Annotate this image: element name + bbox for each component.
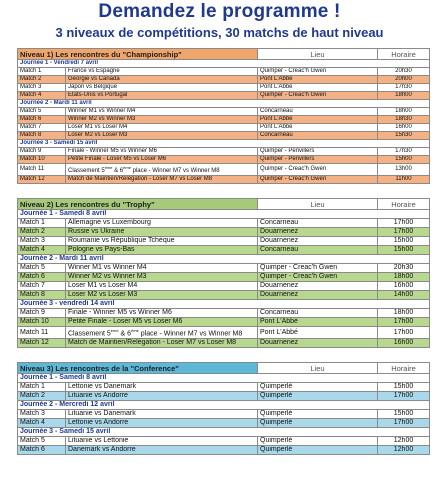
section-title: Niveau 1) Les rencontres du "Championship" (18, 49, 258, 60)
match-number: Match 11 (18, 327, 66, 339)
match-row (18, 124, 430, 132)
match-number: Match 3 (18, 237, 66, 246)
match-teams: Match de Maintien/Relégation - Loser M7 vs Loser M8 (66, 176, 258, 184)
table-header (18, 363, 430, 374)
column-lieu: Lieu (258, 49, 378, 60)
match-row (18, 246, 430, 255)
match-time: 15h00 (378, 410, 430, 419)
match-venue: Pont L'Abbé (258, 124, 378, 132)
match-venue: Concarneau (258, 219, 378, 228)
match-row (18, 116, 430, 124)
match-venue: Quimperlé (258, 419, 378, 428)
match-time: 14h00 (378, 291, 430, 300)
teams-text: place - Winner M7 vs Winner M8 (130, 168, 220, 174)
day-row (18, 210, 430, 219)
match-teams: Winner M1 vs Winner M4 (66, 264, 258, 273)
day-row (18, 255, 430, 264)
match-teams: Danemark vs Andorre (66, 446, 258, 455)
section-conference (17, 362, 429, 455)
match-venue: Pont L'Abbé (258, 318, 378, 327)
match-number: Match 11 (18, 164, 66, 176)
match-teams: Allemagne vs Luxembourg (66, 219, 258, 228)
match-number: Match 10 (18, 156, 66, 164)
match-number: Match 1 (18, 219, 66, 228)
match-time: 16h00 (378, 282, 430, 291)
match-number: Match 7 (18, 282, 66, 291)
match-row (18, 84, 430, 92)
competition-sections (0, 48, 439, 455)
match-row (18, 92, 430, 100)
match-time: 18h00 (378, 273, 430, 282)
match-row (18, 76, 430, 84)
match-venue: Quimper - Penvillers (258, 156, 378, 164)
match-venue: Pont L'Abbé (258, 76, 378, 84)
match-time: 15h00 (378, 246, 430, 255)
day-row (18, 140, 430, 148)
day-label: Journée 1 - Samedi 8 avril (18, 210, 430, 219)
column-horaire: Horaire (378, 49, 430, 60)
match-teams: Loser M2 vs Loser M3 (66, 291, 258, 300)
match-venue: Douarnenez (258, 237, 378, 246)
day-label: Journée 1 - Samedi 8 avril (18, 374, 430, 383)
match-teams: Lituanie vs Andorre (66, 392, 258, 401)
table-header (18, 199, 430, 210)
match-number: Match 6 (18, 273, 66, 282)
day-row (18, 100, 430, 108)
match-row (18, 437, 430, 446)
match-teams: Roumanie vs République Tchèque (66, 237, 258, 246)
schedule-table (17, 48, 430, 184)
match-venue: Quimper - Creac'h Gwen (258, 92, 378, 100)
match-venue: Pont L'Abbé (258, 84, 378, 92)
match-number: Match 9 (18, 148, 66, 156)
match-time: 18h00 (378, 92, 430, 100)
teams-text: & 6 (112, 168, 124, 174)
schedule-table (17, 198, 430, 348)
day-row (18, 300, 430, 309)
match-venue: Douarnenez (258, 282, 378, 291)
day-row (18, 401, 430, 410)
match-venue: Quimperlé (258, 383, 378, 392)
match-time: 18h30 (378, 116, 430, 124)
day-label: Journée 3 - vendredi 14 avril (18, 300, 430, 309)
match-row (18, 327, 430, 339)
match-number: Match 5 (18, 108, 66, 116)
section-title: Niveau 2) Les rencontres du "Trophy" (18, 199, 258, 210)
column-horaire: Horaire (378, 199, 430, 210)
match-row (18, 291, 430, 300)
match-row (18, 339, 430, 348)
match-row (18, 156, 430, 164)
teams-text: Classement 5 (68, 330, 111, 338)
match-number: Match 1 (18, 383, 66, 392)
match-number: Match 6 (18, 116, 66, 124)
day-label: Journée 3 - Samedi 15 avril (18, 428, 430, 437)
match-number: Match 12 (18, 339, 66, 348)
match-row (18, 108, 430, 116)
teams-text: & 6 (118, 330, 132, 338)
match-row (18, 164, 430, 176)
day-label: Journée 2 - Mardi 11 avril (18, 255, 430, 264)
match-venue: Pont L'Abbé (258, 327, 378, 339)
match-venue: Quimper - Creac'h Gwen (258, 273, 378, 282)
match-number: Match 3 (18, 410, 66, 419)
match-time: 17h30 (378, 148, 430, 156)
match-time: 15h00 (378, 237, 430, 246)
match-number: Match 1 (18, 68, 66, 76)
match-time: 17h00 (378, 318, 430, 327)
match-time: 16h00 (378, 124, 430, 132)
match-time: 17h00 (378, 392, 430, 401)
match-row (18, 383, 430, 392)
match-row (18, 392, 430, 401)
match-number: Match 2 (18, 228, 66, 237)
match-time: 15h00 (378, 383, 430, 392)
day-row (18, 374, 430, 383)
match-venue: Quimper - Creac'h Gwen (258, 68, 378, 76)
match-number: Match 8 (18, 291, 66, 300)
match-time: 13h00 (378, 164, 430, 176)
match-teams: Lettonie vs Andorre (66, 419, 258, 428)
match-row (18, 410, 430, 419)
match-number: Match 7 (18, 124, 66, 132)
match-venue: Quimperlé (258, 410, 378, 419)
match-row (18, 148, 430, 156)
match-row (18, 228, 430, 237)
match-row (18, 68, 430, 76)
match-number: Match 4 (18, 246, 66, 255)
match-time: 15h00 (378, 156, 430, 164)
match-venue: Douarnenez (258, 339, 378, 348)
day-label: Journée 1 - Vendredi 7 avril (18, 60, 430, 68)
teams-sup: ème (123, 165, 131, 170)
match-time: 16h00 (378, 339, 430, 348)
day-label: Journée 3 - Samedi 15 avril (18, 140, 430, 148)
match-time: 12h00 (378, 437, 430, 446)
match-number: Match 3 (18, 84, 66, 92)
match-time: 17h00 (378, 419, 430, 428)
match-row (18, 309, 430, 318)
match-number: Match 2 (18, 392, 66, 401)
match-time: 18h00 (378, 309, 430, 318)
match-teams: Russie vs Ukraine (66, 228, 258, 237)
match-row (18, 237, 430, 246)
match-venue: Concarneau (258, 309, 378, 318)
match-venue: Quimperlé (258, 446, 378, 455)
match-teams: Géorgie vs Canada (66, 76, 258, 84)
teams-sup: ème (104, 165, 113, 170)
match-teams: Loser M1 vs Loser M4 (66, 124, 258, 132)
match-time: 17h30 (378, 84, 430, 92)
match-row (18, 318, 430, 327)
match-number: Match 9 (18, 309, 66, 318)
page-subtitle: 3 niveaux de compétitions, 30 matchs de haut niveau (55, 25, 384, 40)
match-number: Match 10 (18, 318, 66, 327)
match-venue: Quimper - Penvillers (258, 148, 378, 156)
match-number: Match 4 (18, 419, 66, 428)
column-lieu: Lieu (258, 199, 378, 210)
day-row (18, 428, 430, 437)
match-venue: Quimperlé (258, 437, 378, 446)
day-row (18, 60, 430, 68)
match-teams (66, 327, 258, 339)
match-teams: Finale - Winner M5 vs Winner M6 (66, 309, 258, 318)
match-number: Match 4 (18, 92, 66, 100)
page-title: Demandez le programme ! (98, 1, 341, 22)
match-row (18, 219, 430, 228)
match-teams: Japon vs Belgique (66, 84, 258, 92)
match-venue: Quimperlé (258, 392, 378, 401)
match-teams: Pologne vs Pays-Bas (66, 246, 258, 255)
match-number: Match 5 (18, 437, 66, 446)
match-time: 11h00 (378, 176, 430, 184)
match-teams: Lituanie vs Lettonie (66, 437, 258, 446)
match-time: 18h00 (378, 108, 430, 116)
match-venue: Concarneau (258, 132, 378, 140)
teams-sup: ème (110, 328, 119, 333)
match-teams: Etats-Unis vs Portugal (66, 92, 258, 100)
match-number: Match 8 (18, 132, 66, 140)
match-time: 20h30 (378, 264, 430, 273)
match-teams: Petite Finale - Loser M5 vs Loser M6 (66, 156, 258, 164)
match-venue: Quimper - Creac'h Gwen (258, 176, 378, 184)
day-label: Journée 2 - Mardi 11 avril (18, 100, 430, 108)
match-time: 15h30 (378, 132, 430, 140)
day-label: Journée 2 - Mercredi 12 avril (18, 401, 430, 410)
column-lieu: Lieu (258, 363, 378, 374)
section-championship (17, 48, 429, 184)
match-number: Match 2 (18, 76, 66, 84)
match-teams: Lettonie vs Danemark (66, 383, 258, 392)
match-row (18, 446, 430, 455)
section-trophy (17, 198, 429, 348)
match-venue: Quimper - Creac'h Gwen (258, 264, 378, 273)
teams-text: Classement 5 (68, 168, 105, 174)
match-time: 17h00 (378, 228, 430, 237)
teams-text: place - Winner M7 vs Winner M8 (138, 330, 243, 338)
column-horaire: Horaire (378, 363, 430, 374)
match-venue: Concarneau (258, 108, 378, 116)
match-time: 20h30 (378, 68, 430, 76)
match-teams: Petite Finale - Loser M5 vs Loser M6 (66, 318, 258, 327)
match-venue: Concarneau (258, 246, 378, 255)
match-row (18, 264, 430, 273)
match-venue: Douarnenez (258, 228, 378, 237)
match-teams: Lituanie vs Danemark (66, 410, 258, 419)
match-teams (66, 164, 258, 176)
match-time: 17h00 (378, 327, 430, 339)
match-number: Match 5 (18, 264, 66, 273)
table-header (18, 49, 430, 60)
match-row (18, 132, 430, 140)
match-number: Match 12 (18, 176, 66, 184)
match-teams: Winner M2 vs Winner M3 (66, 273, 258, 282)
match-time: 12h00 (378, 446, 430, 455)
match-time: 20h00 (378, 76, 430, 84)
match-teams: Match de Maintien/Relégation - Loser M7 vs Loser M8 (66, 339, 258, 348)
teams-sup: ème (131, 328, 139, 333)
match-row (18, 176, 430, 184)
match-row (18, 282, 430, 291)
match-row (18, 273, 430, 282)
match-teams: Winner M2 vs Winner M3 (66, 116, 258, 124)
match-venue: Pont L'Abbé (258, 116, 378, 124)
match-teams: Finale - Winner M5 vs Winner M6 (66, 148, 258, 156)
match-teams: Loser M2 vs Loser M3 (66, 132, 258, 140)
match-number: Match 6 (18, 446, 66, 455)
section-title: Niveau 3) Les rencontres de la "Conference" (18, 363, 258, 374)
match-row (18, 419, 430, 428)
match-teams: Loser M1 vs Loser M4 (66, 282, 258, 291)
schedule-table (17, 362, 430, 455)
match-time: 17h00 (378, 219, 430, 228)
match-venue: Quimper - Creac'h Gwen (258, 164, 378, 176)
match-venue: Douarnenez (258, 291, 378, 300)
match-teams: France vs Espagne (66, 68, 258, 76)
match-teams: Winner M1 vs Winner M4 (66, 108, 258, 116)
